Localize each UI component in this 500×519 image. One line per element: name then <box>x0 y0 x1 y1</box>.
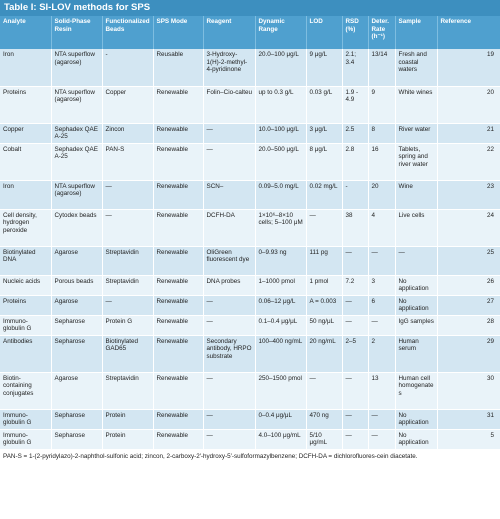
cell-deter-rate: 9 <box>368 86 395 123</box>
cell-sps-mode: Renewable <box>153 86 203 123</box>
cell-reference: 23 <box>437 180 500 209</box>
cell-lod: 50 ng/μL <box>306 315 342 335</box>
cell-resin: Sepharose <box>51 335 102 372</box>
cell-lod: 8 μg/L <box>306 143 342 180</box>
table-row <box>0 143 500 180</box>
cell-rsd: — <box>342 429 368 449</box>
cell-reagent: — <box>203 295 255 315</box>
cell-lod: 1 pmol <box>306 275 342 295</box>
cell-analyte: Immuno-globulin G <box>0 409 51 429</box>
cell-resin: Agarose <box>51 295 102 315</box>
cell-analyte: Copper <box>0 123 51 143</box>
cell-dynamic-range: 10.0–100 μg/L <box>255 123 306 143</box>
cell-reagent: — <box>203 123 255 143</box>
cell-reference: 20 <box>437 86 500 123</box>
col-header-dynamic-range: Dynamic Range <box>255 16 306 49</box>
cell-dynamic-range: 0.09–5.0 mg/L <box>255 180 306 209</box>
cell-deter-rate: 3 <box>368 275 395 295</box>
cell-sps-mode: Renewable <box>153 372 203 409</box>
cell-deter-rate: 4 <box>368 209 395 246</box>
cell-reference: 30 <box>437 372 500 409</box>
cell-reference: 26 <box>437 275 500 295</box>
cell-dynamic-range: up to 0.3 g/L <box>255 86 306 123</box>
header-row <box>0 16 500 49</box>
cell-reference: 31 <box>437 409 500 429</box>
table-row <box>0 246 500 275</box>
cell-analyte: Cobalt <box>0 143 51 180</box>
table-row <box>0 275 500 295</box>
col-header-analyte: Analyte <box>0 16 51 49</box>
cell-analyte: Iron <box>0 49 51 86</box>
cell-analyte: Cell density, hydrogen peroxide <box>0 209 51 246</box>
col-header-reagent: Reagent <box>203 16 255 49</box>
cell-sps-mode: Reusable <box>153 49 203 86</box>
table-row <box>0 409 500 429</box>
col-header-sample: Sample <box>395 16 437 49</box>
cell-beads: — <box>102 295 153 315</box>
cell-deter-rate: — <box>368 246 395 275</box>
cell-resin: NTA superflow (agarose) <box>51 180 102 209</box>
cell-deter-rate: 20 <box>368 180 395 209</box>
cell-resin: Sephadex QAE A-25 <box>51 143 102 180</box>
cell-deter-rate: 2 <box>368 335 395 372</box>
cell-rsd: 7.2 <box>342 275 368 295</box>
cell-rsd: — <box>342 315 368 335</box>
cell-sps-mode: Renewable <box>153 246 203 275</box>
cell-reference: 28 <box>437 315 500 335</box>
cell-analyte: Biotin-containing conjugates <box>0 372 51 409</box>
cell-reagent: — <box>203 372 255 409</box>
cell-reagent: SCN– <box>203 180 255 209</box>
cell-analyte: Proteins <box>0 295 51 315</box>
cell-beads: — <box>102 209 153 246</box>
cell-rsd: — <box>342 295 368 315</box>
cell-dynamic-range: 20.0–100 μg/L <box>255 49 306 86</box>
cell-analyte: Proteins <box>0 86 51 123</box>
cell-reagent: DCFH-DA <box>203 209 255 246</box>
cell-lod: 5/10 μg/mL <box>306 429 342 449</box>
col-header-deter-rate: Deter. Rate (h⁻¹) <box>368 16 395 49</box>
cell-analyte: Iron <box>0 180 51 209</box>
cell-sps-mode: Renewable <box>153 275 203 295</box>
table-row <box>0 315 500 335</box>
cell-beads: Copper <box>102 86 153 123</box>
cell-deter-rate: 13/14 <box>368 49 395 86</box>
cell-resin: Cytodex beads <box>51 209 102 246</box>
cell-sps-mode: Renewable <box>153 143 203 180</box>
cell-resin: Agarose <box>51 246 102 275</box>
cell-reference: 22 <box>437 143 500 180</box>
methods-table <box>0 16 500 450</box>
cell-dynamic-range: 1–1000 pmol <box>255 275 306 295</box>
table-row <box>0 335 500 372</box>
cell-resin: Sepharose <box>51 315 102 335</box>
cell-reagent: OliGreen fluorescent dye <box>203 246 255 275</box>
cell-sps-mode: Renewable <box>153 429 203 449</box>
cell-beads: Biotinylated GAD65 <box>102 335 153 372</box>
cell-rsd: — <box>342 246 368 275</box>
cell-sample: No application <box>395 295 437 315</box>
cell-lod: 0.02 mg/L <box>306 180 342 209</box>
table-row <box>0 209 500 246</box>
cell-beads: PAN-S <box>102 143 153 180</box>
cell-rsd: 2.8 <box>342 143 368 180</box>
cell-rsd: - <box>342 180 368 209</box>
cell-resin: Sephadex QAE A-25 <box>51 123 102 143</box>
cell-deter-rate: 8 <box>368 123 395 143</box>
cell-lod: 3 μg/L <box>306 123 342 143</box>
cell-sample: IgG samples <box>395 315 437 335</box>
cell-rsd: 2–5 <box>342 335 368 372</box>
cell-resin: NTA superflow (agarose) <box>51 86 102 123</box>
cell-analyte: Nucleic acids <box>0 275 51 295</box>
table-row <box>0 180 500 209</box>
cell-lod: A = 0.003 <box>306 295 342 315</box>
cell-reagent: — <box>203 409 255 429</box>
col-header-reference: Reference <box>437 16 500 49</box>
cell-deter-rate: — <box>368 409 395 429</box>
cell-sps-mode: Renewable <box>153 335 203 372</box>
cell-lod: 111 pg <box>306 246 342 275</box>
cell-resin: Agarose <box>51 372 102 409</box>
cell-deter-rate: 16 <box>368 143 395 180</box>
cell-reference: 29 <box>437 335 500 372</box>
cell-reagent: Secondary antibody, HRPO substrate <box>203 335 255 372</box>
cell-lod: 470 ng <box>306 409 342 429</box>
cell-beads: - <box>102 49 153 86</box>
cell-analyte: Immuno-globulin G <box>0 315 51 335</box>
cell-sample: River water <box>395 123 437 143</box>
col-header-resin: Solid-Phase Resin <box>51 16 102 49</box>
cell-dynamic-range: 250–1500 pmol <box>255 372 306 409</box>
cell-beads: Protein G <box>102 315 153 335</box>
cell-resin: Sepharose <box>51 429 102 449</box>
cell-sample: Live cells <box>395 209 437 246</box>
table-body <box>0 49 500 449</box>
table-row <box>0 372 500 409</box>
cell-dynamic-range: 0.1–0.4 μg/μL <box>255 315 306 335</box>
cell-deter-rate: 6 <box>368 295 395 315</box>
col-header-beads: Functionalized Beads <box>102 16 153 49</box>
cell-reagent: Folin–Cio-calteu <box>203 86 255 123</box>
cell-reagent: — <box>203 315 255 335</box>
table-row <box>0 429 500 449</box>
cell-sample: — <box>395 246 437 275</box>
col-header-sps-mode: SPS Mode <box>153 16 203 49</box>
cell-analyte: Immuno-globulin G <box>0 429 51 449</box>
cell-rsd: 38 <box>342 209 368 246</box>
cell-resin: NTA superflow (agarose) <box>51 49 102 86</box>
cell-rsd: 2.1; 3.4 <box>342 49 368 86</box>
cell-lod: 20 ng/mL <box>306 335 342 372</box>
cell-lod: 9 μg/L <box>306 49 342 86</box>
cell-beads: Streptavidin <box>102 372 153 409</box>
cell-reference: 5 <box>437 429 500 449</box>
cell-deter-rate: — <box>368 315 395 335</box>
table-row <box>0 123 500 143</box>
cell-beads: — <box>102 180 153 209</box>
cell-rsd: — <box>342 372 368 409</box>
cell-sps-mode: Renewable <box>153 295 203 315</box>
cell-sample: No application <box>395 429 437 449</box>
table-row <box>0 86 500 123</box>
cell-sps-mode: Renewable <box>153 315 203 335</box>
cell-sps-mode: Renewable <box>153 180 203 209</box>
cell-beads: Zincon <box>102 123 153 143</box>
cell-sps-mode: Renewable <box>153 209 203 246</box>
cell-sample: No application <box>395 275 437 295</box>
col-header-lod: LOD <box>306 16 342 49</box>
cell-sample: Tablets, spring and river water <box>395 143 437 180</box>
cell-beads: Protein <box>102 409 153 429</box>
cell-resin: Sepharose <box>51 409 102 429</box>
cell-rsd: 2.5 <box>342 123 368 143</box>
cell-beads: Streptavidin <box>102 275 153 295</box>
cell-analyte: Biotinylated DNA <box>0 246 51 275</box>
cell-lod: — <box>306 372 342 409</box>
cell-sample: Fresh and coastal waters <box>395 49 437 86</box>
cell-reagent: DNA probes <box>203 275 255 295</box>
table-footnote: PAN-S = 1-(2-pyridylazo)-2-naphthol-sulfonic acid; zincon, 2-carboxy-2′-hydroxy-5′-sulfoformazylbenzene; DCFH-DA = dichlorofluores-cein diacetate. <box>3 452 418 460</box>
col-header-rsd: RSD (%) <box>342 16 368 49</box>
cell-deter-rate: — <box>368 429 395 449</box>
cell-reference: 25 <box>437 246 500 275</box>
cell-dynamic-range: 20.0–500 μg/L <box>255 143 306 180</box>
cell-dynamic-range: 0.06–12 μg/L <box>255 295 306 315</box>
cell-dynamic-range: 4.0–100 μg/mL <box>255 429 306 449</box>
cell-lod: 0.03 g/L <box>306 86 342 123</box>
cell-dynamic-range: 1×10⁶–8×10 cells; 5–100 μM <box>255 209 306 246</box>
cell-dynamic-range: 0–9.93 ng <box>255 246 306 275</box>
table-row <box>0 295 500 315</box>
cell-reagent: 3-Hydroxy-1(H)-2-methyl-4-pyridinone <box>203 49 255 86</box>
cell-rsd: 1.9 - 4.9 <box>342 86 368 123</box>
cell-analyte: Antibodies <box>0 335 51 372</box>
cell-reference: 27 <box>437 295 500 315</box>
cell-reference: 24 <box>437 209 500 246</box>
cell-sps-mode: Renewable <box>153 123 203 143</box>
cell-dynamic-range: 100–400 ng/mL <box>255 335 306 372</box>
cell-beads: Protein <box>102 429 153 449</box>
cell-resin: Porous beads <box>51 275 102 295</box>
cell-beads: Streptavidin <box>102 246 153 275</box>
cell-lod: — <box>306 209 342 246</box>
cell-sample: White wines <box>395 86 437 123</box>
cell-deter-rate: 13 <box>368 372 395 409</box>
cell-dynamic-range: 0–0.4 μg/μL <box>255 409 306 429</box>
table-row <box>0 49 500 86</box>
table-title: Table I: SI-LOV methods for SPS <box>0 0 500 16</box>
cell-reference: 21 <box>437 123 500 143</box>
cell-sample: Human serum <box>395 335 437 372</box>
cell-sps-mode: Renewable <box>153 409 203 429</box>
cell-sample: Wine <box>395 180 437 209</box>
cell-reagent: — <box>203 429 255 449</box>
cell-rsd: — <box>342 409 368 429</box>
cell-reference: 19 <box>437 49 500 86</box>
cell-sample: No application <box>395 409 437 429</box>
cell-sample: Human cell homogenates <box>395 372 437 409</box>
cell-reagent: — <box>203 143 255 180</box>
